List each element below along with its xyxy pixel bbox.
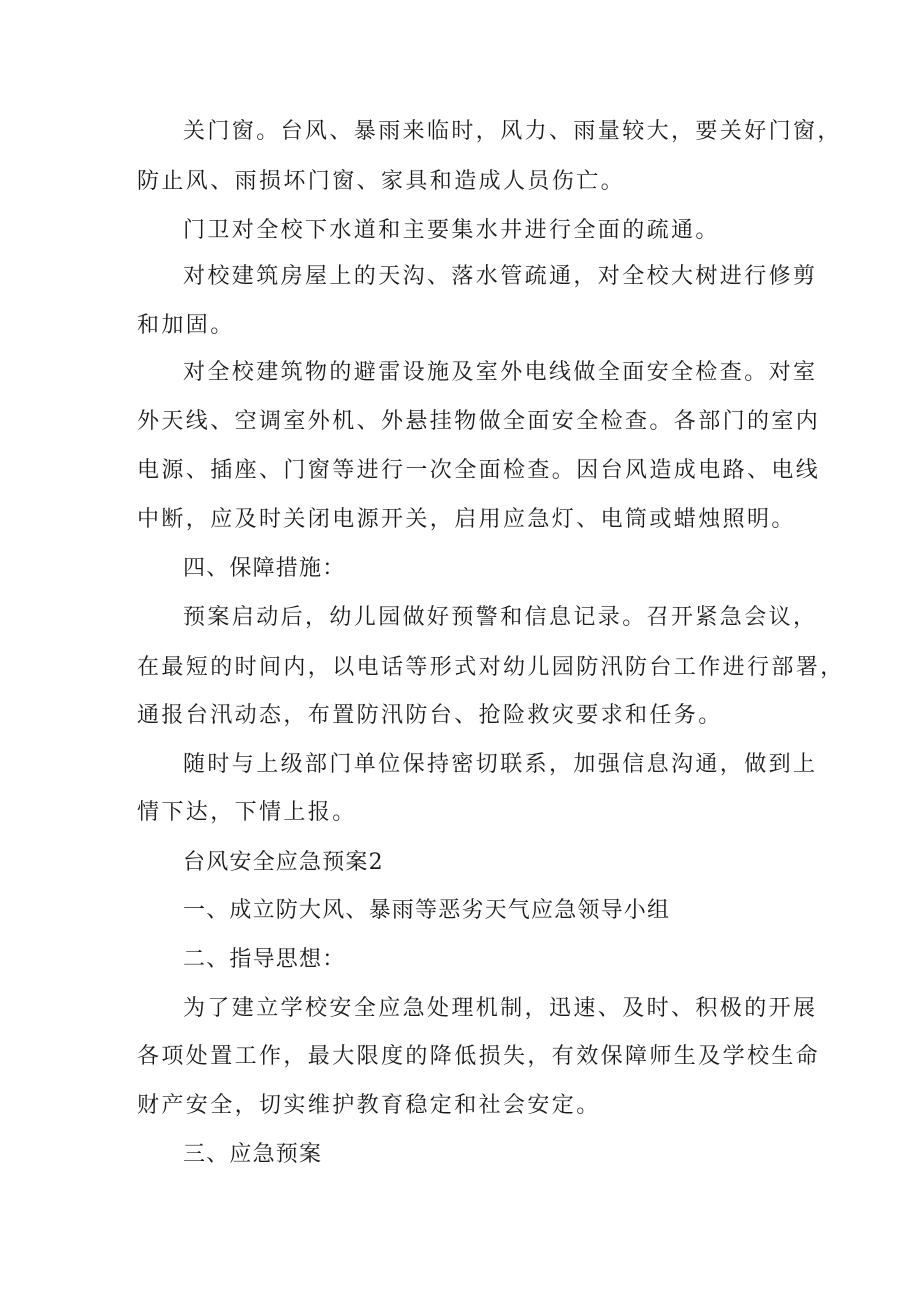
paragraph-line: 中断，应及时关闭电源开关，启用应急灯、电筒或蜡烛照明。 [137, 507, 796, 532]
paragraph-line: 情下达，下情上报。 [137, 800, 357, 825]
paragraph-line: 预案启动后，幼儿园做好预警和信息记录。召开紧急会议， [183, 605, 818, 630]
paragraph-line: 通报台汛动态，布置防汛防台、抢险救灾要求和任务。 [137, 703, 723, 728]
paragraph-line: 为了建立学校安全应急处理机制，迅速、及时、积极的开展 [183, 996, 818, 1021]
paragraph-line: 关门窗。台风、暴雨来临时，风力、雨量较大，要关好门窗， [183, 119, 842, 144]
paragraph-line: 对全校建筑物的避雷设施及室外电线做全面安全检查。对室 [183, 360, 818, 385]
section-heading: 二、指导思想： [183, 947, 346, 972]
paragraph-line: 防止风、雨损坏门窗、家具和造成人员伤亡。 [137, 169, 626, 194]
paragraph-line: 对校建筑房屋上的天沟、落水管疏通，对全校大树进行修剪 [183, 264, 818, 289]
paragraph-line: 在最短的时间内，以电话等形式对幼儿园防汛防台工作进行部署， [137, 655, 845, 680]
section-heading: 一、成立防大风、暴雨等恶劣天气应急领导小组 [183, 898, 671, 923]
paragraph-line: 外天线、空调室外机、外悬挂物做全面安全检查。各部门的室内 [137, 409, 821, 434]
section-heading: 三、应急预案 [183, 1142, 323, 1167]
paragraph-line: 门卫对全校下水道和主要集水井进行全面的疏通。 [183, 218, 720, 243]
paragraph-line: 电源、插座、门窗等进行一次全面检查。因台风造成电路、电线 [137, 458, 821, 483]
paragraph-line: 随时与上级部门单位保持密切联系，加强信息沟通，做到上 [183, 752, 818, 777]
paragraph-line: 各项处置工作，最大限度的降低损失，有效保障师生及学校生命 [137, 1044, 821, 1069]
paragraph-line: 财产安全，切实维护教育稳定和社会安定。 [137, 1093, 601, 1118]
document-subtitle: 台风安全应急预案2 [183, 850, 384, 875]
paragraph-line: 和加固。 [137, 313, 235, 338]
section-heading: 四、保障措施： [183, 556, 346, 581]
